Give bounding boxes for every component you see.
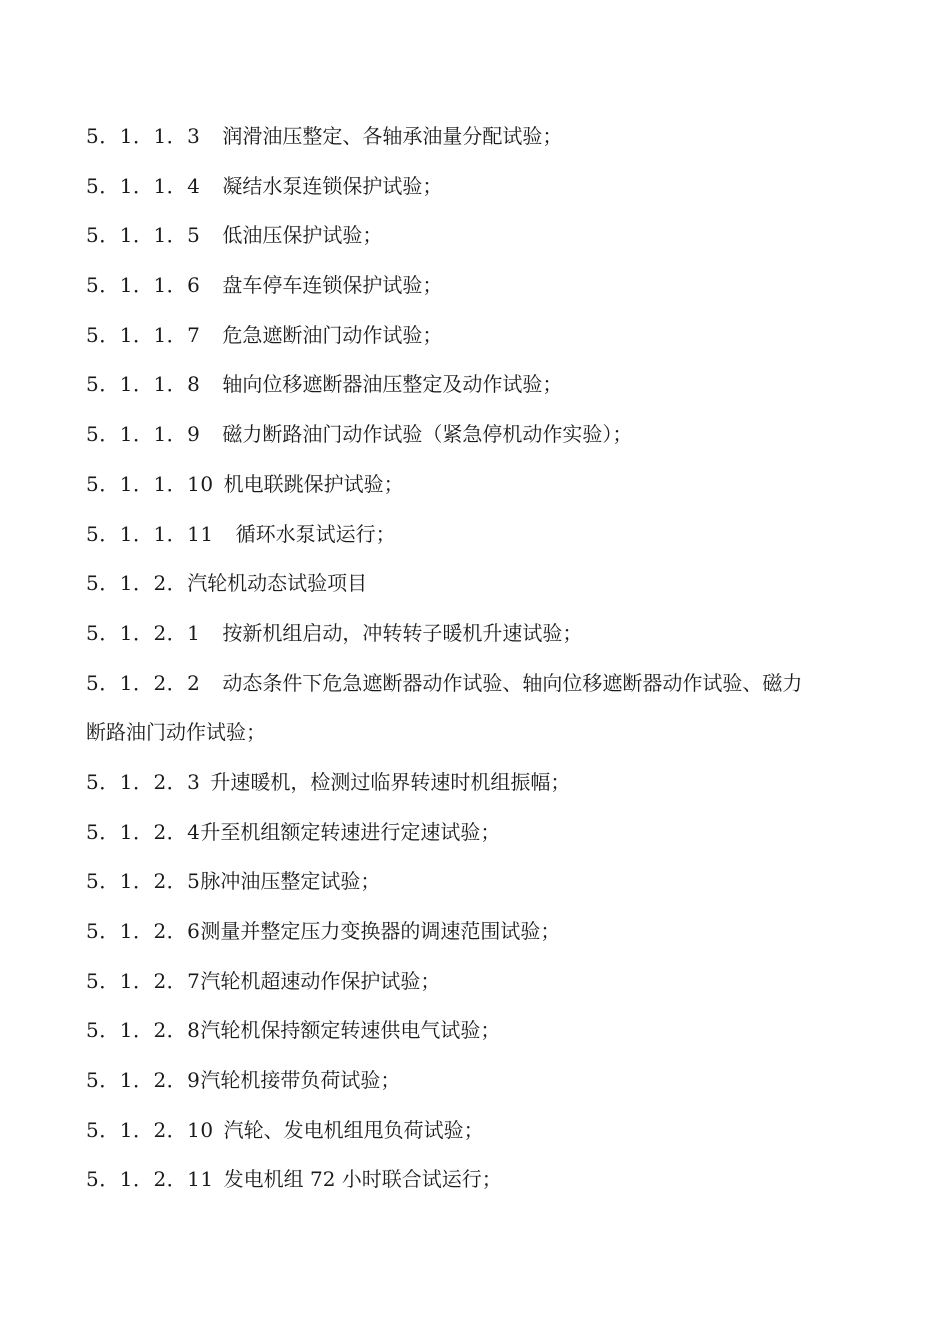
section-number: 5．1．1．5 [86,223,201,248]
document-line [86,714,876,764]
section-text: 汽轮机动态试验项目 [187,571,368,596]
section-text: 危急遮断油门动作试验； [222,322,443,347]
document-line [86,565,876,615]
document-line [86,217,876,267]
section-text: 测量并整定压力变换器的调速范围试验； [200,919,561,943]
section-text: 润滑油压整定、各轴承油量分配试验； [222,124,563,148]
document-line [86,615,876,665]
section-text: 低油压保护试验； [222,223,383,248]
section-number: 5．1．1．10 [86,471,214,496]
section-text: 脉冲油压整定试验； [200,869,381,894]
section-number: 5．1．2．10 [86,1117,214,1142]
section-text: 发电机组 72 小时联合试运行； [223,1167,502,1192]
document-body [86,118,876,1211]
section-number: 5．1．1．8 [86,372,201,397]
section-text: 断路油门动作试验； [86,720,266,745]
section-number: 5．1．1．4 [86,173,201,198]
document-line [86,1112,876,1162]
section-text: 循环水泵试运行； [235,521,396,546]
document-line [86,665,876,715]
section-number: 5．1．2．5 [86,869,201,894]
document-line [86,466,876,516]
section-text: 升至机组额定转速进行定速试验； [200,819,501,844]
document-line [86,1161,876,1211]
section-number: 5．1．2．1 [86,620,201,645]
document-line [86,863,876,913]
section-number: 5．1．1．7 [86,322,201,347]
section-text: 升速暖机，检测过临界转速时机组振幅； [210,769,571,794]
section-text: 盘车停车连锁保护试验； [222,273,443,298]
section-text: 汽轮、发电机组甩负荷试验； [223,1117,484,1142]
document-line [86,366,876,416]
section-number: 5．1．2．2 [86,670,201,695]
section-number: 5．1．2．11 [86,1167,214,1192]
document-line [86,764,876,814]
document-line [86,1062,876,1112]
section-number: 5．1．1．3 [86,124,201,148]
section-text: 磁力断路油门动作试验（紧急停机动作实验）； [222,422,633,447]
document-line [86,168,876,218]
document-line [86,1012,876,1062]
document-line [86,963,876,1013]
section-text: 汽轮机保持额定转速供电气试验； [200,1018,501,1043]
section-number: 5．1．1．11 [86,521,214,546]
section-text: 凝结水泵连锁保护试验； [222,173,443,198]
document-line [86,814,876,864]
section-number: 5．1．1．6 [86,273,201,298]
section-text: 机电联跳保护试验； [223,471,404,496]
section-text: 动态条件下危急遮断器动作试验、轴向位移遮断器动作试验、磁力 [222,670,803,695]
section-text: 汽轮机超速动作保护试验； [200,968,441,993]
section-number: 5．1．2． [86,571,188,596]
section-number: 5．1．2．8 [86,1018,201,1043]
section-number: 5．1．2．4 [86,819,201,844]
document-line [86,516,876,566]
section-text: 按新机组启动，冲转转子暖机升速试验； [222,620,583,645]
document-line [86,913,876,963]
section-number: 5．1．2．9 [86,1068,201,1093]
section-text: 汽轮机接带负荷试验； [200,1068,401,1093]
section-number: 5．1．2．6 [86,919,201,943]
document-line [86,416,876,466]
document-line [86,317,876,367]
section-number: 5．1．2．3 [86,769,201,794]
section-number: 5．1．1．9 [86,422,201,447]
section-number: 5．1．2．7 [86,968,201,993]
section-text: 轴向位移遮断器油压整定及动作试验； [222,372,563,397]
document-line [86,267,876,317]
document-line [86,118,876,168]
